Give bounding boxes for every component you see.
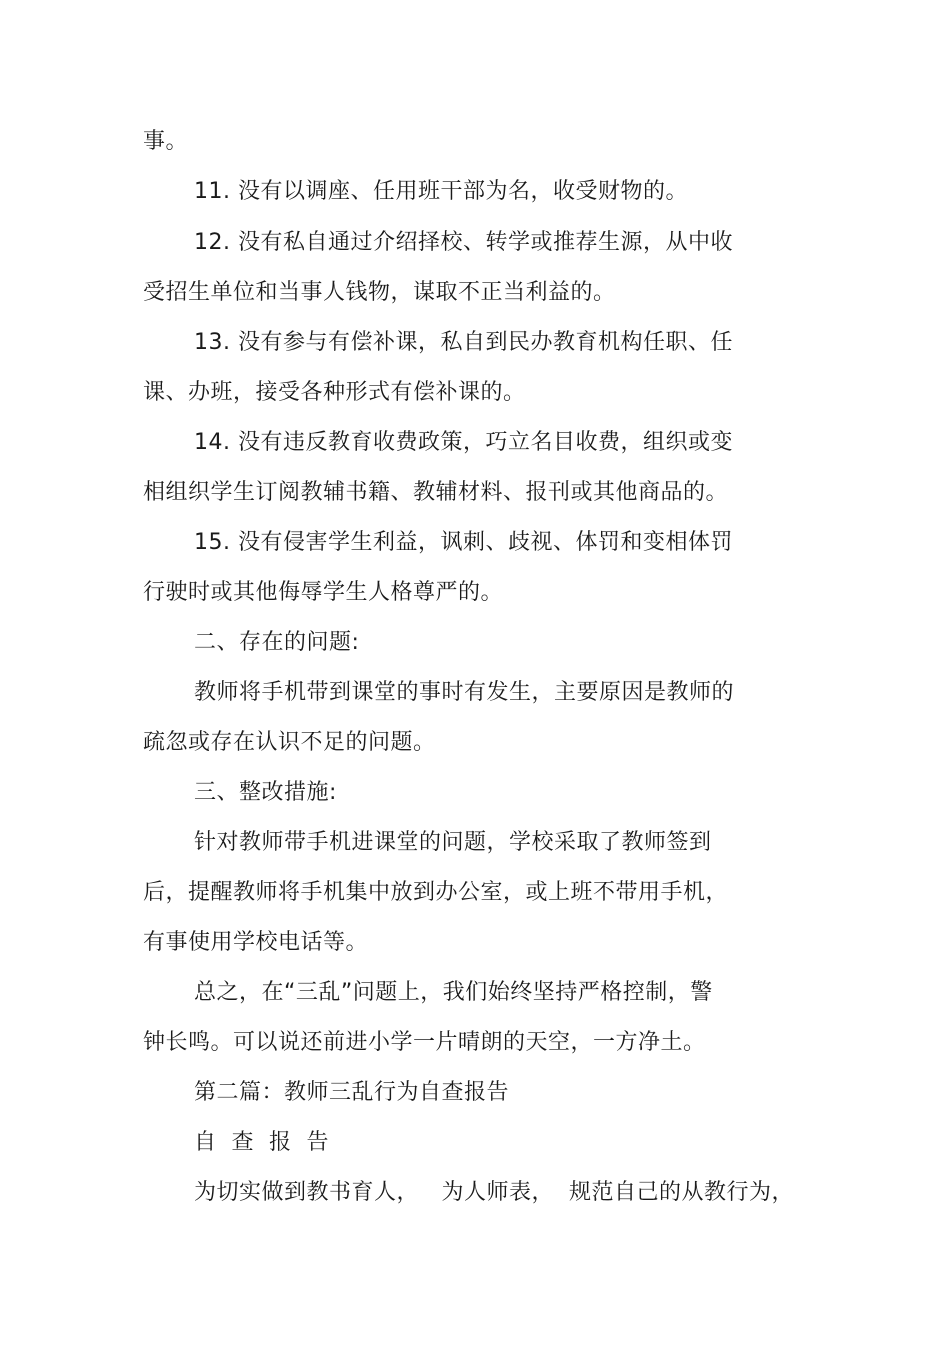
list-item-14: 14. 没有违反教育收费政策，巧立名目收费，组织或变 [194, 430, 733, 455]
chapter-title: 第二篇：教师三乱行为自查报告 [194, 1080, 510, 1105]
list-item-13: 13. 没有参与有偿补课，私自到民办教育机构任职、任 [194, 330, 733, 355]
paragraph-line: 总之，在“三乱”问题上，我们始终坚持严格控制，警 [194, 980, 713, 1005]
text-line: 行驶时或其他侮辱学生人格尊严的。 [143, 580, 504, 605]
text-line: 课、办班，接受各种形式有偿补课的。 [143, 380, 526, 405]
paragraph-line: 为切实做到教书育人， 为人师表， 规范自己的从教行为， [194, 1180, 794, 1205]
paragraph-line: 针对教师带手机进课堂的问题，学校采取了教师签到 [194, 830, 712, 855]
section-heading-problems: 二、存在的问题: [194, 630, 360, 655]
text-line: 受招生单位和当事人钱物，谋取不正当利益的。 [143, 280, 616, 305]
text-line: 相组织学生订阅教辅书籍、教辅材料、报刊或其他商品的。 [143, 480, 729, 505]
text-line: 后，提醒教师将手机集中放到办公室，或上班不带用手机， [143, 880, 729, 905]
paragraph-line: 教师将手机带到课堂的事时有发生，主要原因是教师的 [194, 680, 735, 705]
list-item-11: 11. 没有以调座、任用班干部为名，收受财物的。 [194, 179, 688, 204]
list-item-15: 15. 没有侵害学生利益，讽刺、歧视、体罚和变相体罚 [194, 530, 733, 555]
text-line: 有事使用学校电话等。 [143, 930, 369, 955]
text-line: 疏忽或存在认识不足的问题。 [143, 730, 436, 755]
report-title: 自 查 报 告 [194, 1130, 329, 1155]
text-line: 事。 [143, 129, 189, 154]
section-heading-measures: 三、整改措施: [194, 780, 337, 805]
list-item-12: 12. 没有私自通过介绍择校、转学或推荐生源，从中收 [194, 230, 733, 255]
text-line: 钟长鸣。可以说还前进小学一片晴朗的天空，一方净土。 [143, 1030, 706, 1055]
